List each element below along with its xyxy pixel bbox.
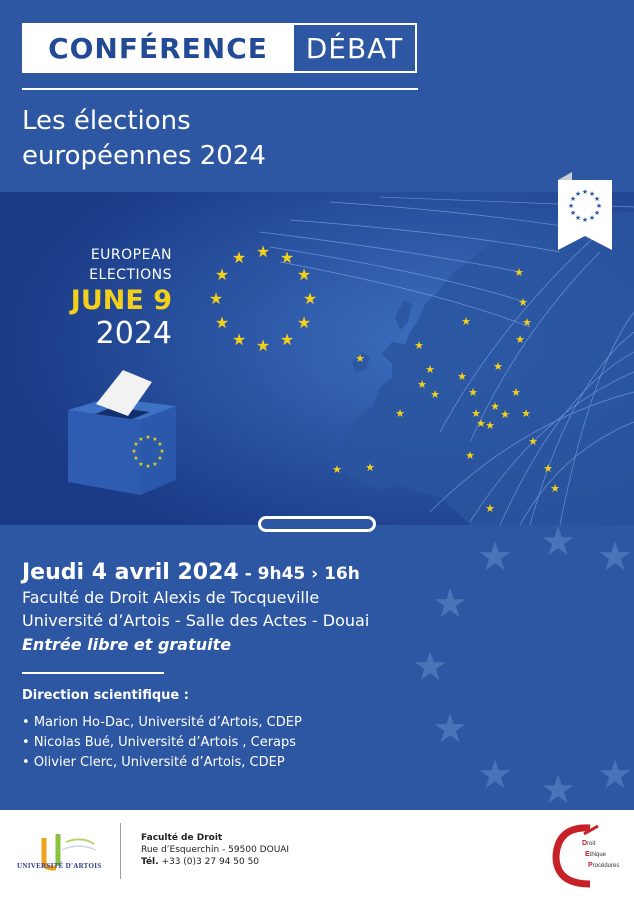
svg-text:★: ★ xyxy=(569,195,577,203)
map-star: ★ xyxy=(457,370,467,383)
title-main: CONFÉRENCE xyxy=(24,25,292,71)
svg-text:★: ★ xyxy=(574,214,582,222)
event-title-line2: européennes 2024 xyxy=(22,141,266,171)
svg-text:★: ★ xyxy=(588,214,596,222)
map-star: ★ xyxy=(471,407,481,420)
ee-date: JUNE 9 xyxy=(70,285,172,316)
map-star: ★ xyxy=(365,461,375,474)
ballot-slot-decoration xyxy=(258,516,376,532)
faculty-address: Rue d’Esquerchin - 59500 DOUAI xyxy=(141,845,290,855)
ee-line2: ELECTIONS xyxy=(89,267,172,283)
cdep-word-ethique: Ethique xyxy=(585,851,607,858)
svg-text:★: ★ xyxy=(138,436,144,443)
venue-line2: Université d’Artois - Salle des Actes - Douai xyxy=(22,611,370,630)
svg-text:★: ★ xyxy=(133,455,139,462)
header-rule xyxy=(22,88,418,90)
svg-text:★: ★ xyxy=(540,520,576,565)
cdep-word-procedures: Procédures xyxy=(588,862,620,869)
map-star: ★ xyxy=(465,449,475,462)
direction-member: • Marion Ho-Dac, Université d’Artois, CDEP xyxy=(22,713,302,733)
faculty-name: Faculté de Droit xyxy=(141,833,223,843)
map-star: ★ xyxy=(500,408,510,421)
map-star: ★ xyxy=(395,407,405,420)
svg-text:★: ★ xyxy=(588,190,596,198)
cdep-logo xyxy=(548,822,620,890)
map-star: ★ xyxy=(522,316,532,329)
eu-star: ★ xyxy=(214,313,230,332)
footer xyxy=(0,810,634,900)
svg-text:★: ★ xyxy=(432,581,468,627)
svg-text:★: ★ xyxy=(574,190,582,198)
eu-star: ★ xyxy=(214,265,230,284)
map-star: ★ xyxy=(355,352,365,365)
svg-text:★: ★ xyxy=(477,752,513,798)
event-time: - 9h45 › 16h xyxy=(244,564,360,584)
svg-text:★: ★ xyxy=(581,216,589,224)
decorative-stars xyxy=(400,520,634,810)
eu-star: ★ xyxy=(279,330,295,349)
direction-list xyxy=(22,713,302,773)
svg-text:★: ★ xyxy=(597,752,633,798)
phone-label: Tél. xyxy=(141,857,159,867)
eu-star: ★ xyxy=(279,248,295,267)
faculty-phone-row xyxy=(141,856,289,868)
separator-rule xyxy=(22,672,164,674)
svg-text:★: ★ xyxy=(145,463,151,470)
map-star: ★ xyxy=(425,363,435,376)
faculty-contact xyxy=(141,832,289,868)
svg-text:★: ★ xyxy=(157,455,163,462)
svg-text:★: ★ xyxy=(138,461,144,468)
map-star: ★ xyxy=(543,462,553,475)
map-star: ★ xyxy=(515,333,525,346)
svg-text:★: ★ xyxy=(131,448,137,455)
map-star: ★ xyxy=(414,339,424,352)
footer-divider xyxy=(120,823,121,879)
universite-artois-logo xyxy=(22,830,102,890)
european-elections-text xyxy=(42,245,172,351)
event-date-time xyxy=(22,560,360,585)
eu-star: ★ xyxy=(208,289,224,308)
map-star: ★ xyxy=(521,407,531,420)
map-star: ★ xyxy=(468,386,478,399)
direction-member: • Olivier Clerc, Université d’Artois, CDEP xyxy=(22,753,302,773)
cdep-word-droit: Droit xyxy=(582,840,596,847)
svg-text:★: ★ xyxy=(567,202,575,210)
admission-text: Entrée libre et gratuite xyxy=(22,635,232,654)
map-star: ★ xyxy=(485,502,495,515)
svg-text:★: ★ xyxy=(477,534,513,580)
svg-text:★: ★ xyxy=(593,209,601,217)
svg-text:★: ★ xyxy=(133,441,139,448)
event-title xyxy=(22,104,442,174)
map-star: ★ xyxy=(430,388,440,401)
svg-text:★: ★ xyxy=(432,706,468,752)
svg-text:★: ★ xyxy=(593,195,601,203)
direction-member: • Nicolas Bué, Université d’Artois , Ceraps xyxy=(22,733,302,753)
venue-line1: Faculté de Droit Alexis de Tocqueville xyxy=(22,588,320,607)
svg-text:★: ★ xyxy=(540,767,576,810)
europe-map-illustration xyxy=(0,192,634,525)
svg-text:★: ★ xyxy=(597,534,633,580)
event-date: Jeudi 4 avril 2024 xyxy=(22,560,239,585)
svg-text:★: ★ xyxy=(145,434,151,441)
event-title-line1: Les élections xyxy=(22,106,191,136)
eu-star: ★ xyxy=(302,289,318,308)
map-star: ★ xyxy=(514,266,524,279)
map-star: ★ xyxy=(528,435,538,448)
title-sub: DÉBAT xyxy=(292,25,415,71)
svg-text:★: ★ xyxy=(159,448,165,455)
map-star: ★ xyxy=(511,386,521,399)
direction-title: Direction scientifique : xyxy=(22,688,189,703)
svg-text:★: ★ xyxy=(412,644,448,690)
svg-text:★: ★ xyxy=(152,461,158,468)
eu-flag-ribbon-icon xyxy=(558,172,612,250)
ee-year: 2024 xyxy=(95,316,172,351)
map-star: ★ xyxy=(332,463,342,476)
eu-star: ★ xyxy=(296,313,312,332)
map-star: ★ xyxy=(476,417,486,430)
eu-star: ★ xyxy=(296,265,312,284)
svg-text:★: ★ xyxy=(157,441,163,448)
ee-line1: EUROPEAN xyxy=(90,247,172,263)
svg-text:★: ★ xyxy=(569,209,577,217)
title-box xyxy=(22,23,417,73)
eu-star: ★ xyxy=(231,248,247,267)
university-logo-text: UNIVERSITÉ D'ARTOIS xyxy=(17,862,102,870)
map-star: ★ xyxy=(493,360,503,373)
eu-star: ★ xyxy=(255,336,271,355)
election-image xyxy=(0,192,634,525)
eu-star: ★ xyxy=(231,330,247,349)
map-star: ★ xyxy=(485,419,495,432)
map-star: ★ xyxy=(490,400,500,413)
phone-number: +33 (0)3 27 94 50 50 xyxy=(161,857,260,867)
svg-text:★: ★ xyxy=(152,436,158,443)
svg-text:★: ★ xyxy=(581,188,589,196)
map-star: ★ xyxy=(417,378,427,391)
map-star: ★ xyxy=(518,296,528,309)
map-star: ★ xyxy=(461,315,471,328)
svg-text:★: ★ xyxy=(595,202,603,210)
map-star: ★ xyxy=(550,482,560,495)
eu-star: ★ xyxy=(255,242,271,261)
